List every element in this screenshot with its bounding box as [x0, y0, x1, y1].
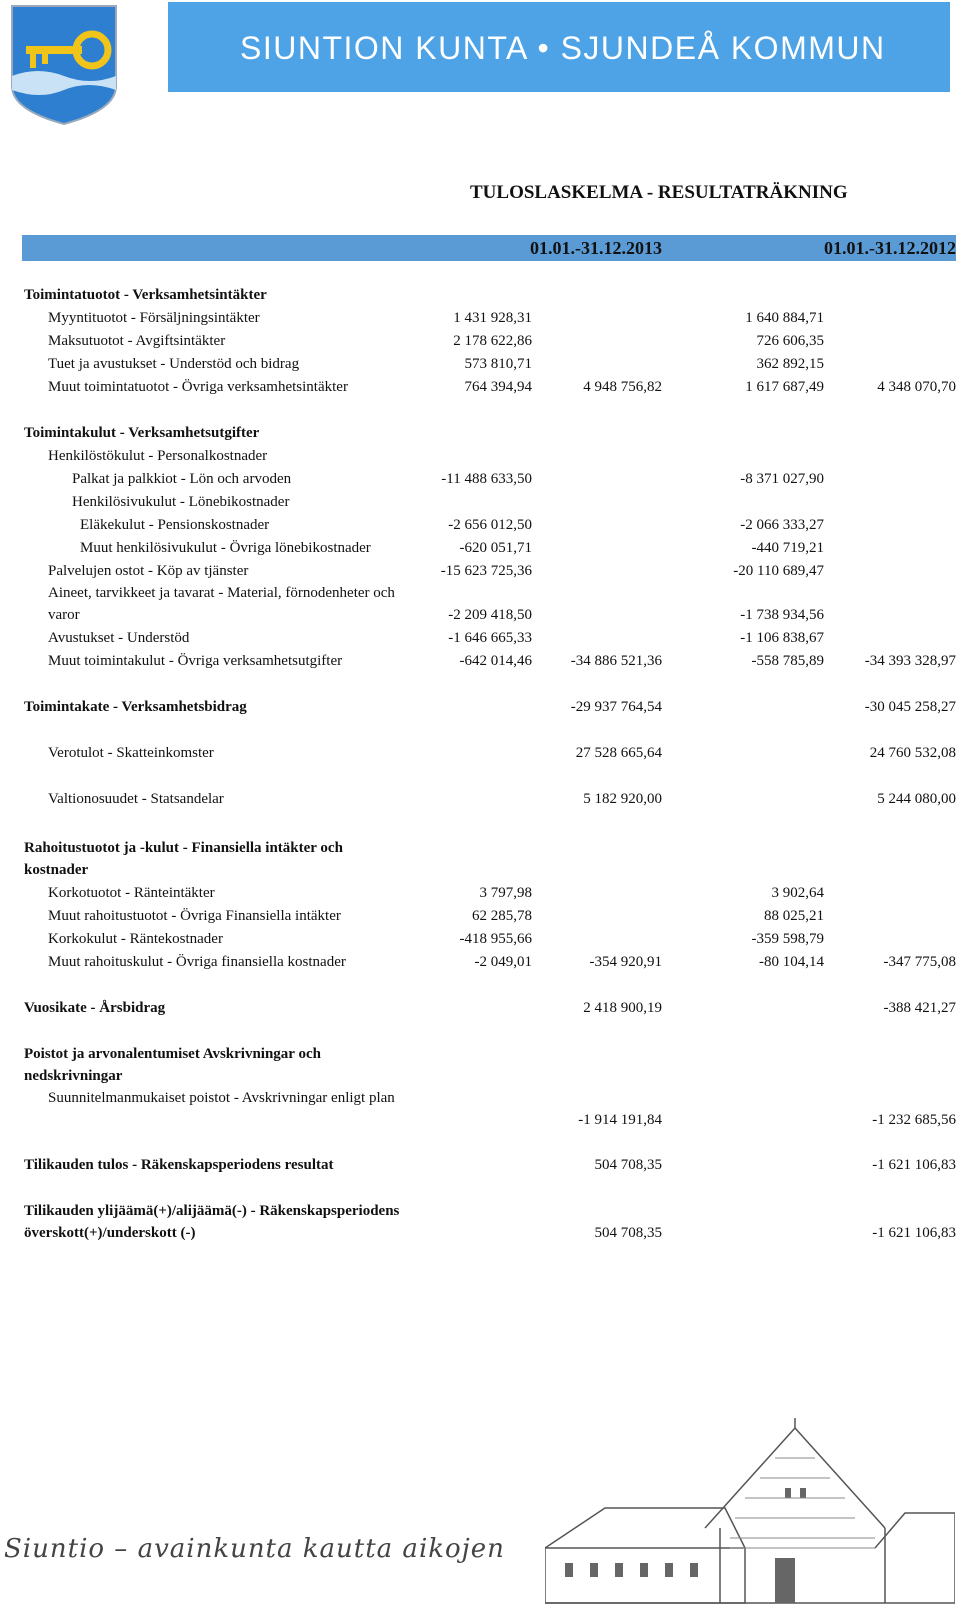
row-value-col1: 3 797,98 [479, 885, 532, 901]
row-value-col2: 5 182 920,00 [583, 791, 662, 807]
table-row [0, 627, 960, 649]
period-2013: 01.01.-31.12.2013 [530, 238, 662, 258]
row-value-col1: -11 488 633,50 [441, 471, 532, 487]
table-row [0, 905, 960, 927]
row-label: Palkat ja palkkiot - Lön och arvoden [72, 471, 292, 487]
row-label: Palvelujen ostot - Köp av tjänster [48, 563, 249, 579]
row-value-col1: 2 178 622,86 [453, 333, 532, 349]
period-2012: 01.01.-31.12.2012 [824, 238, 956, 258]
row-value-col4: -30 045 258,27 [864, 699, 956, 715]
table-row [0, 650, 960, 672]
row-label: Muut toimintakulut - Övriga verksamhetsutgifter [48, 653, 343, 669]
row-value-col4: -34 393 328,97 [864, 653, 956, 669]
table-row [0, 1043, 960, 1087]
table-row [0, 514, 960, 536]
period-header [22, 235, 956, 261]
table-row [0, 537, 960, 559]
table-row [0, 1154, 960, 1176]
row-label: Maksutuotot - Avgiftsintäkter [48, 333, 226, 349]
row-value-col2: -1 914 191,84 [578, 1112, 662, 1128]
row-label: Korkokulut - Räntekostnader [48, 931, 223, 947]
row-value-col2: 2 418 900,19 [583, 1000, 662, 1016]
table-row [0, 1087, 960, 1131]
municipality-name: SIUNTION KUNTA • SJUNDEÅ KOMMUN [240, 30, 886, 66]
table-row [0, 560, 960, 582]
table-row [0, 837, 960, 881]
table-row [0, 445, 960, 467]
row-value-col3: -1 106 838,67 [740, 630, 824, 646]
row-value-col4: -388 421,27 [883, 1000, 956, 1016]
row-value-col1: -418 955,66 [459, 931, 532, 947]
row-value-col4: 4 348 070,70 [877, 379, 956, 395]
row-value-col3: -558 785,89 [751, 653, 824, 669]
table-row [0, 951, 960, 973]
row-value-col2: -354 920,91 [589, 954, 662, 970]
row-value-col2: 504 708,35 [594, 1225, 662, 1241]
table-row [0, 928, 960, 950]
row-value-col3: 88 025,21 [764, 908, 824, 924]
row-value-col1: -620 051,71 [459, 540, 532, 556]
table-row [0, 353, 960, 375]
row-value-col1: 1 431 928,31 [453, 310, 532, 326]
row-value-col1: -1 646 665,33 [448, 630, 532, 646]
table-row [0, 997, 960, 1019]
row-label: Vuosikate - Årsbidrag [24, 1000, 166, 1016]
table-row [0, 422, 960, 444]
table-row [0, 742, 960, 764]
row-value-col4: -1 621 106,83 [872, 1225, 956, 1241]
row-value-col4: -1 621 106,83 [872, 1157, 956, 1173]
page-title: TULOSLASKELMA - RESULTATRÄKNING [470, 182, 848, 203]
row-value-col2: 4 948 756,82 [583, 379, 662, 395]
header-banner [168, 2, 950, 92]
footer-slogan: Siuntio – avainkunta kautta aikojen [4, 1534, 505, 1564]
row-value-col2: 504 708,35 [594, 1157, 662, 1173]
table-row [0, 376, 960, 398]
row-value-col1: -15 623 725,36 [440, 563, 532, 579]
row-value-col3: -1 738 934,56 [740, 607, 824, 623]
row-label: Verotulot - Skatteinkomster [48, 745, 214, 761]
row-value-col3: -8 371 027,90 [740, 471, 824, 487]
row-value-col3: 1 617 687,49 [745, 379, 824, 395]
row-label: Valtionosuudet - Statsandelar [48, 791, 224, 807]
table-row [0, 307, 960, 329]
row-label: Poistot ja arvonalentumiset Avskrivningar och nedskrivningar [24, 1046, 321, 1084]
row-label: Muut rahoitustuotot - Övriga Finansiella intäkter [48, 908, 341, 924]
row-label: Tilikauden ylijäämä(+)/alijäämä(-) - Räkenskapsperiodens överskott(+)/underskott (-) [24, 1203, 400, 1241]
row-value-col4: -347 775,08 [883, 954, 956, 970]
table-row [0, 284, 960, 306]
table-row [0, 1200, 960, 1244]
row-value-col1: -2 656 012,50 [448, 517, 532, 533]
row-label: Muut henkilösivukulut - Övriga lönebikostnader [80, 540, 371, 556]
table-row [0, 696, 960, 718]
row-value-col1: -642 014,46 [459, 653, 532, 669]
row-label: Henkilöstökulut - Personalkostnader [48, 448, 268, 464]
row-label: Rahoitustuotot ja -kulut - Finansiella intäkter och kostnader [24, 840, 343, 878]
row-label: Tuet ja avustukset - Understöd och bidrag [48, 356, 300, 372]
row-value-col3: -440 719,21 [751, 540, 824, 556]
table-row [0, 491, 960, 513]
row-value-col3: -20 110 689,47 [733, 563, 824, 579]
table-row [0, 468, 960, 490]
row-value-col1: -2 049,01 [474, 954, 532, 970]
table-row [0, 788, 960, 810]
crest-icon [8, 2, 120, 128]
row-label: Aineet, tarvikkeet ja tavarat - Material, förnodenheter och varor [48, 585, 395, 623]
row-value-col2: 27 528 665,64 [575, 745, 662, 761]
row-value-col3: 726 606,35 [756, 333, 824, 349]
row-value-col3: 1 640 884,71 [745, 310, 824, 326]
row-value-col1: -2 209 418,50 [448, 607, 532, 623]
table-row [0, 330, 960, 352]
row-value-col3: -359 598,79 [751, 931, 824, 947]
row-value-col2: -29 937 764,54 [570, 699, 662, 715]
row-label: Toimintatuotot - Verksamhetsintäkter [24, 287, 267, 303]
row-value-col4: -1 232 685,56 [872, 1112, 956, 1128]
row-label: Tilikauden tulos - Räkenskapsperiodens resultat [24, 1157, 334, 1173]
row-label: Korkotuotot - Ränteintäkter [48, 885, 215, 901]
row-value-col3: 3 902,64 [771, 885, 824, 901]
table-row [0, 882, 960, 904]
row-label: Eläkekulut - Pensionskostnader [80, 517, 270, 533]
row-label: Muut toimintatuotot - Övriga verksamhetsintäkter [48, 379, 348, 395]
row-value-col4: 24 760 532,08 [869, 745, 956, 761]
row-value-col3: 362 892,15 [756, 356, 824, 372]
row-label: Toimintakate - Verksamhetsbidrag [24, 699, 247, 715]
church-sketch-icon [545, 1418, 955, 1608]
row-label: Myyntituotot - Försäljningsintäkter [48, 310, 260, 326]
row-value-col1: 573 810,71 [464, 356, 532, 372]
row-value-col3: -80 104,14 [759, 954, 824, 970]
row-value-col1: 764 394,94 [464, 379, 532, 395]
row-value-col4: 5 244 080,00 [877, 791, 956, 807]
row-label: Muut rahoituskulut - Övriga finansiella kostnader [48, 954, 346, 970]
row-label: Avustukset - Understöd [48, 630, 190, 646]
table-row [0, 582, 960, 626]
row-value-col3: -2 066 333,27 [740, 517, 824, 533]
row-label: Toimintakulut - Verksamhetsutgifter [24, 425, 260, 441]
row-value-col1: 62 285,78 [472, 908, 532, 924]
row-label: Henkilösivukulut - Lönebikostnader [72, 494, 290, 510]
row-label: Suunnitelmanmukaiset poistot - Avskrivningar enligt plan [48, 1090, 395, 1106]
row-value-col2: -34 886 521,36 [570, 653, 662, 669]
